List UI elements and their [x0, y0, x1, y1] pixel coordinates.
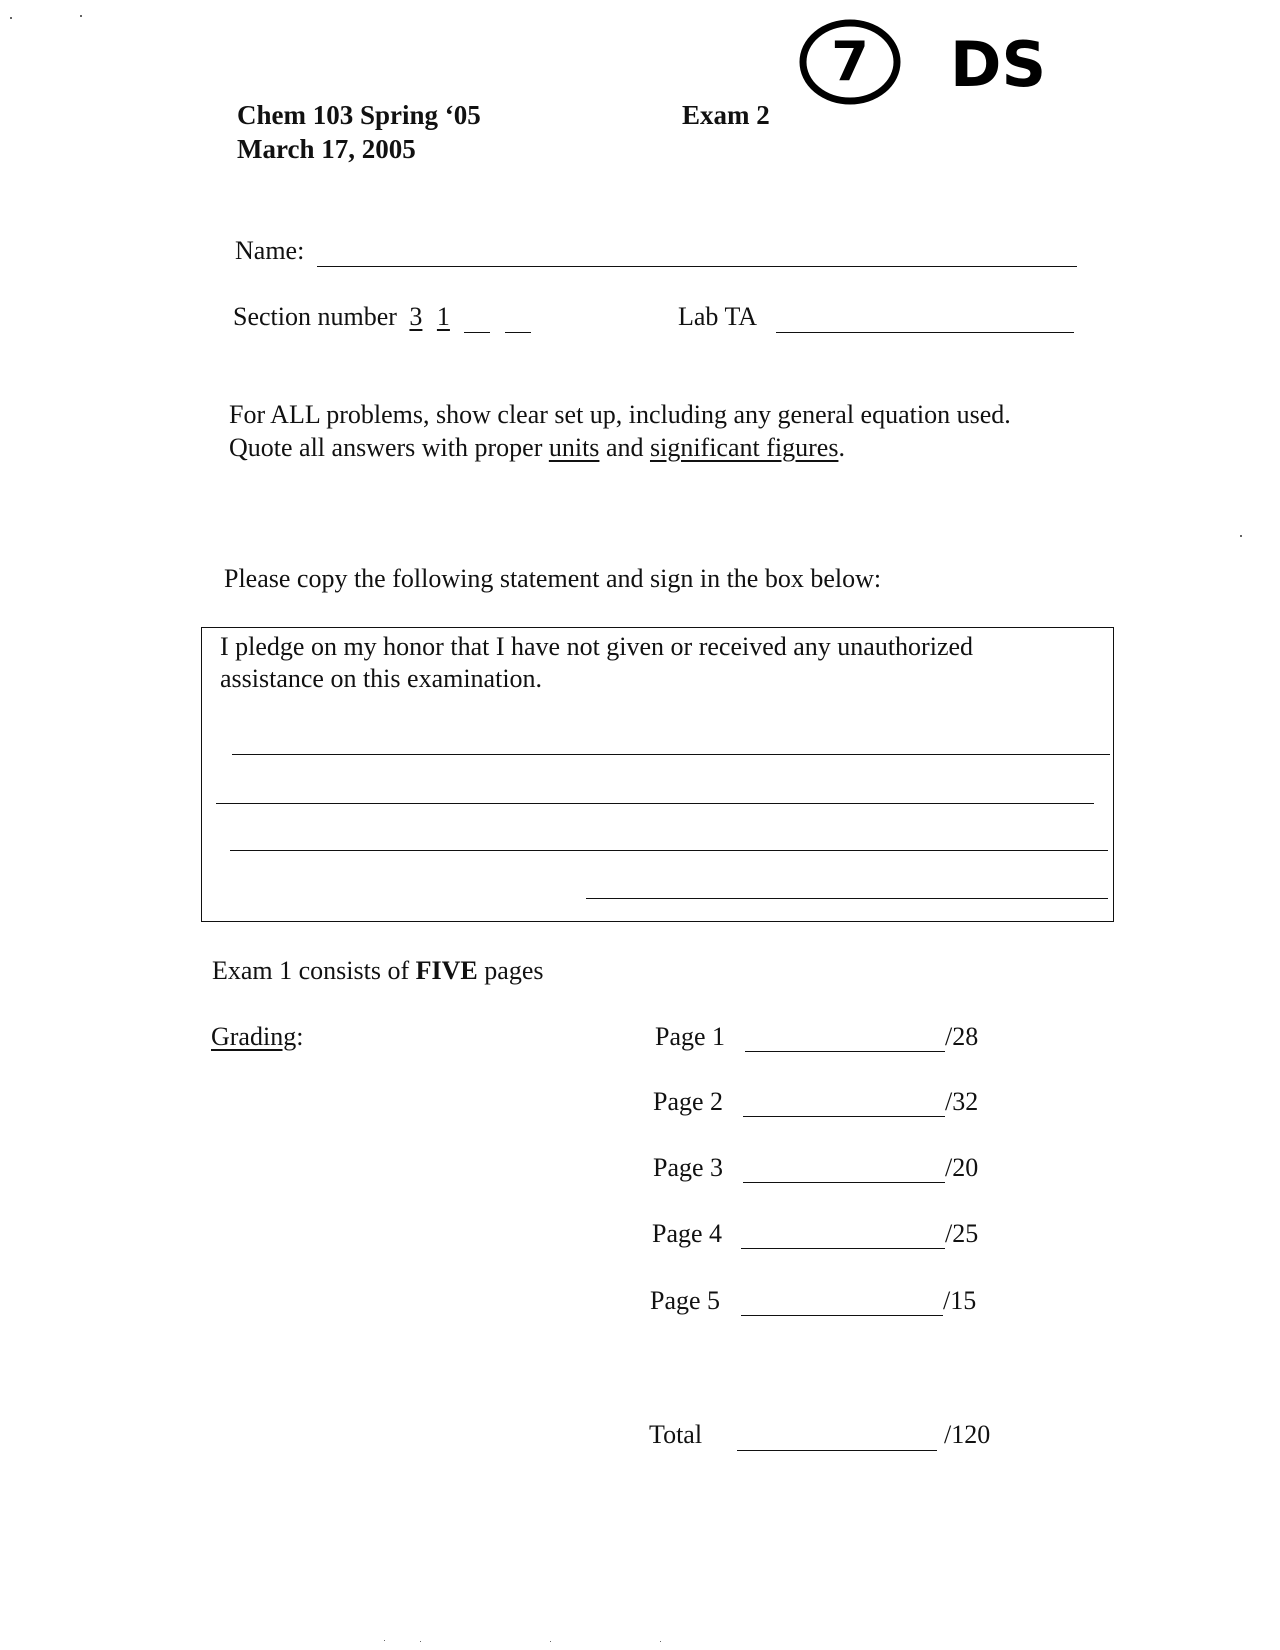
name-label: Name:: [235, 236, 305, 265]
exam-date: March 17, 2005: [237, 134, 416, 164]
pledge-prompt: Please copy the following statement and sign in the box below:: [224, 564, 882, 593]
grade-row-page-3-max: /20: [945, 1153, 979, 1182]
exam-info-text: Exam 1 consists of: [212, 956, 416, 985]
instructions-text: and: [599, 433, 650, 462]
scan-speck: [1240, 535, 1242, 537]
grade-row-page-2-score-field[interactable]: [743, 1116, 945, 1117]
pledge-copy-line-1[interactable]: [232, 754, 1110, 755]
grading-label: Grading: [211, 1022, 297, 1051]
grade-row-page-1-label: Page 1: [655, 1022, 726, 1051]
grade-row-page-5-label: Page 5: [650, 1286, 721, 1315]
pledge-copy-line-2[interactable]: [216, 803, 1094, 804]
page-count-emphasis: FIVE: [415, 956, 478, 985]
grading-heading: [211, 1022, 303, 1052]
grade-row-page-2-max: /32: [945, 1087, 979, 1116]
handwritten-marks: [790, 18, 1100, 108]
section-label: Section number: [233, 302, 397, 331]
section-digit-4-blank[interactable]: [505, 302, 531, 333]
instructions-line-2: [229, 433, 845, 463]
exam-page-count: [212, 956, 543, 986]
lab-ta-row: [678, 302, 1074, 333]
signature-line[interactable]: [586, 898, 1108, 899]
grade-row-page-1-max: /28: [945, 1022, 979, 1051]
scan-speck: [660, 1641, 661, 1642]
course-title: Chem 103 Spring ‘05: [237, 100, 481, 130]
grade-total-label: Total: [649, 1420, 703, 1449]
name-row: [235, 236, 1077, 267]
instructions-text: Quote all answers with proper: [229, 433, 549, 462]
initials-text: DS: [950, 28, 1047, 101]
scan-speck: [80, 15, 82, 17]
exam-info-text: pages: [477, 956, 544, 985]
scan-speck: [420, 1641, 421, 1642]
grading-colon: :: [296, 1022, 304, 1051]
lab-ta-field[interactable]: [776, 302, 1074, 333]
section-digit-2: 1: [436, 302, 450, 331]
grade-row-page-4-label: Page 4: [652, 1219, 723, 1248]
grade-row-page-2-label: Page 2: [653, 1087, 724, 1116]
circled-score-text: 7: [831, 30, 869, 93]
grade-row-page-4-max: /25: [945, 1219, 979, 1248]
grade-row-page-4-score-field[interactable]: [741, 1248, 945, 1249]
scan-speck: [10, 17, 12, 19]
pledge-copy-line-3[interactable]: [230, 850, 1108, 851]
pledge-statement-line-2: assistance on this examination.: [220, 664, 543, 693]
grade-row-page-3-label: Page 3: [653, 1153, 724, 1182]
instructions-text: .: [838, 433, 845, 462]
grade-row-page-3-score-field[interactable]: [743, 1182, 945, 1183]
scan-speck: [550, 1641, 551, 1642]
pledge-box[interactable]: [201, 627, 1114, 922]
section-row: [233, 302, 531, 333]
pledge-statement-line-1: I pledge on my honor that I have not given or received any unauthorized: [220, 632, 974, 661]
section-digit-3-blank[interactable]: [464, 302, 490, 333]
grade-total-score-field[interactable]: [737, 1450, 937, 1451]
name-field[interactable]: [317, 236, 1077, 267]
lab-ta-label: Lab TA: [678, 302, 756, 331]
units-emphasis: units: [548, 433, 600, 462]
grade-total-max: /120: [944, 1420, 991, 1449]
section-digit-1: 3: [409, 302, 423, 331]
grade-row-page-5-score-field[interactable]: [741, 1315, 943, 1316]
grade-row-page-5-max: /15: [943, 1286, 977, 1315]
exam-number: Exam 2: [682, 100, 770, 130]
instructions-line-1: For ALL problems, show clear set up, including any general equation used.: [229, 400, 1011, 429]
sigfigs-emphasis: significant figures: [649, 433, 839, 462]
scan-speck: [384, 1640, 385, 1641]
grade-row-page-1-score-field[interactable]: [745, 1051, 945, 1052]
